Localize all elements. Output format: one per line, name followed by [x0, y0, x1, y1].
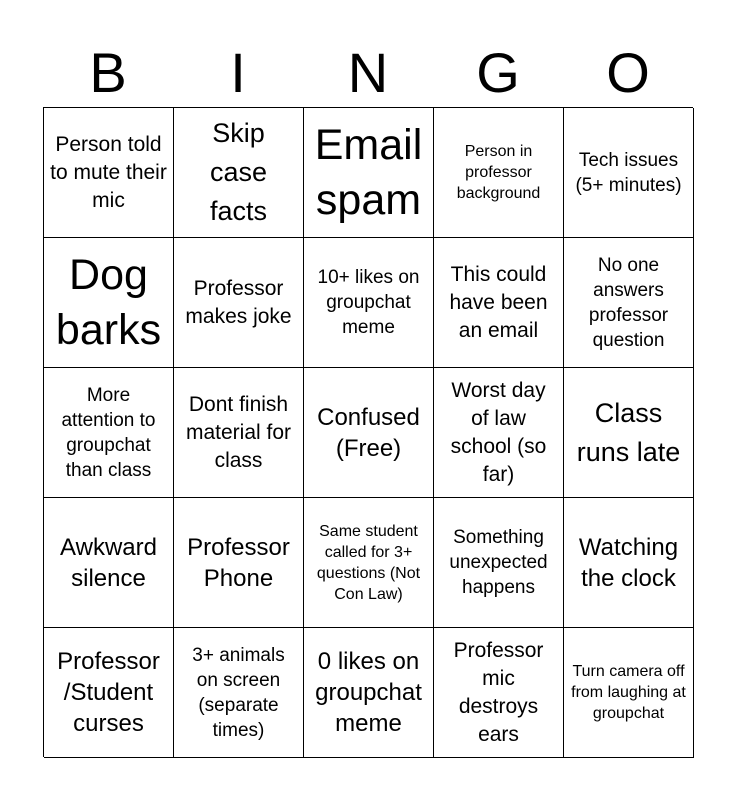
cell-text: Confused (Free) [317, 403, 420, 462]
bingo-cell[interactable] [304, 108, 434, 238]
cell-text: Something unexpected happens [449, 527, 548, 598]
cell-text: Awkward silence [60, 533, 157, 592]
cell-text: Dont finish material for class [185, 392, 292, 472]
cell-text: Dog barks [55, 250, 162, 354]
cell-text: Person told to mute their mic [50, 132, 167, 212]
header-letter-g: G [476, 41, 520, 104]
bingo-cell[interactable] [304, 238, 434, 368]
cell-text: 10+ likes on groupchat meme [317, 267, 420, 338]
header-letter-b: B [89, 41, 127, 104]
header-letter-i: I [230, 41, 246, 104]
cell-text: Turn camera off from laughing at groupchat [571, 663, 686, 722]
bingo-cell[interactable] [44, 238, 174, 368]
bingo-cell[interactable] [564, 238, 694, 368]
cell-text: Tech issues (5+ minutes) [575, 149, 682, 196]
bingo-cell[interactable] [564, 108, 694, 238]
bingo-cell[interactable] [434, 108, 564, 238]
bingo-cell[interactable] [174, 238, 304, 368]
cell-text: Professor /Student curses [57, 648, 160, 737]
bingo-cell[interactable] [304, 498, 434, 628]
bingo-cell[interactable] [174, 628, 304, 758]
cell-text: Email spam [314, 120, 423, 224]
header-letter-o: O [606, 41, 650, 104]
bingo-cell[interactable] [434, 238, 564, 368]
bingo-board [43, 107, 693, 757]
bingo-cell[interactable] [304, 628, 434, 758]
cell-text: Skip case facts [209, 118, 268, 226]
bingo-cell[interactable] [44, 628, 174, 758]
bingo-header [43, 38, 693, 108]
cell-text: Worst day of law school (so far) [450, 378, 547, 486]
cell-text: More attention to groupchat than class [61, 384, 156, 481]
cell-text: Same student called for 3+ questions (Not Con Law) [316, 522, 421, 603]
bingo-cell[interactable] [174, 368, 304, 498]
header-letter-n: N [347, 41, 389, 104]
cell-text: 3+ animals on screen (separate times) [192, 644, 285, 741]
bingo-cell[interactable] [434, 498, 564, 628]
bingo-cell[interactable] [174, 108, 304, 238]
cell-text: Professor makes joke [185, 276, 292, 328]
bingo-cell[interactable] [434, 628, 564, 758]
bingo-cell[interactable] [304, 368, 434, 498]
bingo-cell[interactable] [564, 368, 694, 498]
cell-text: Class runs late [576, 397, 681, 467]
cell-text: 0 likes on groupchat meme [315, 648, 422, 737]
bingo-cell[interactable] [174, 498, 304, 628]
bingo-cell[interactable] [564, 498, 694, 628]
cell-text: Professor mic destroys ears [453, 638, 544, 746]
cell-text: Professor Phone [187, 533, 290, 592]
cell-text: Person in professor background [456, 143, 541, 202]
bingo-cell[interactable] [44, 498, 174, 628]
bingo-cell[interactable] [564, 628, 694, 758]
cell-text: Watching the clock [578, 533, 679, 592]
cell-text: This could have been an email [449, 262, 548, 342]
bingo-cell[interactable] [44, 368, 174, 498]
bingo-cell[interactable] [434, 368, 564, 498]
cell-text: No one answers professor question [588, 254, 669, 351]
bingo-cell[interactable] [44, 108, 174, 238]
